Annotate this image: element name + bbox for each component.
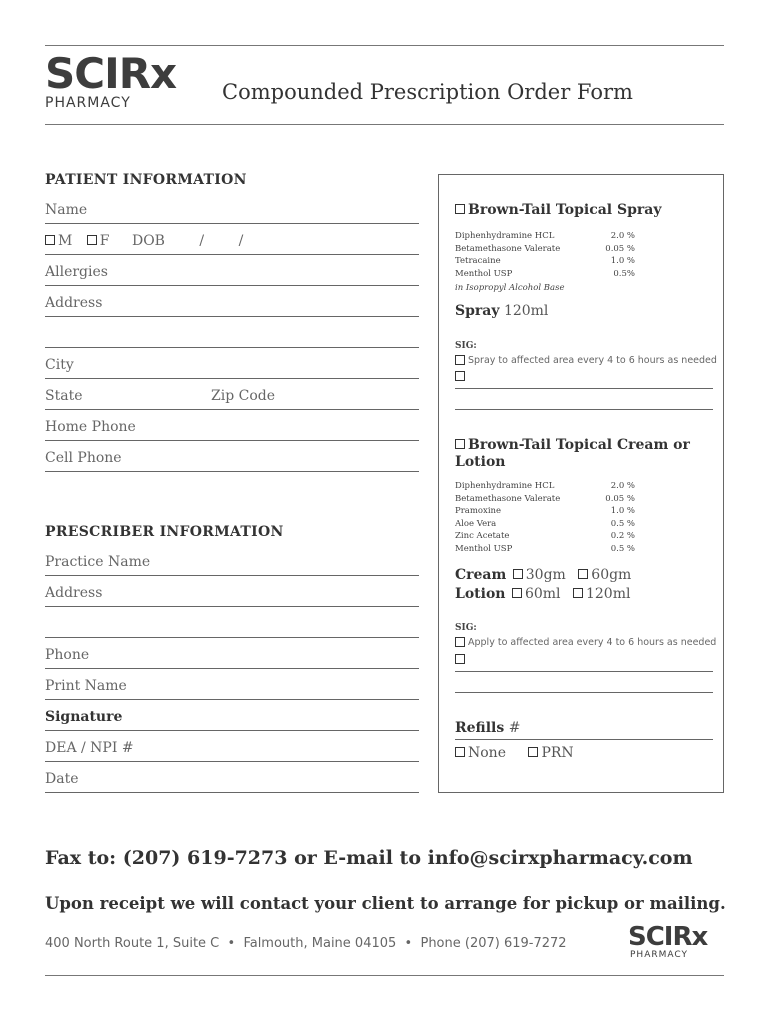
spray-heading <box>455 202 661 218</box>
dob-slash-1: / <box>199 233 205 249</box>
spray-sig-custom <box>455 371 468 382</box>
cream-ingredient-percent: 1.0 % <box>610 506 635 517</box>
receipt-notice: Upon receipt we will contact your client to arrange for pickup or mailing. <box>45 894 726 913</box>
prescriber-address-line2-field[interactable] <box>45 614 419 638</box>
prescriber-phone-field[interactable] <box>45 645 419 669</box>
female-checkbox[interactable] <box>87 235 97 245</box>
print-name-label: Print Name <box>45 678 127 694</box>
cream-heading <box>455 437 690 471</box>
lotion-120ml-label: 120ml <box>585 586 631 602</box>
prescriber-phone-label: Phone <box>45 647 90 663</box>
patient-heading: PATIENT INFORMATION <box>45 172 247 188</box>
date-label: Date <box>45 771 79 787</box>
cream-ingredient-name: Aloe Vera <box>455 518 497 529</box>
practice-name-field[interactable] <box>45 552 419 576</box>
bottom-rule <box>45 975 724 976</box>
spray-ingredient-name: Diphenhydramine HCL <box>455 231 555 241</box>
cream-heading-line2: Lotion <box>455 454 506 470</box>
signature-field[interactable] <box>45 707 419 731</box>
refills-none-label: None <box>468 745 506 761</box>
pharmacy-address: 400 North Route 1, Suite C • Falmouth, Maine 04105 • Phone (207) 619-7272 <box>45 936 567 951</box>
cream-ingredient-percent: 0.2 % <box>610 531 635 542</box>
lotion-label: Lotion <box>455 586 506 602</box>
patient-address-label: Address <box>45 295 103 311</box>
refills-none-checkbox[interactable] <box>455 747 465 757</box>
footer-logo <box>628 924 707 960</box>
home-phone-label: Home Phone <box>45 419 136 435</box>
state-zip-field[interactable] <box>45 386 419 410</box>
refills-hash: # <box>508 720 521 736</box>
logo-wordmark: SCIRx <box>45 49 177 98</box>
dob-label: DOB <box>131 233 165 249</box>
spray-sig-text: Spray to affected area every 4 to 6 hours as needed <box>468 355 717 366</box>
city-label: City <box>45 357 74 373</box>
cream-ingredient-name: Diphenhydramine HCL <box>455 481 555 491</box>
cream-sizes <box>455 567 631 583</box>
spray-size-value: 120ml <box>503 303 549 319</box>
male-label: M <box>58 233 73 249</box>
dob-slash-2: / <box>238 233 244 249</box>
spray-heading-text: Brown-Tail Topical Spray <box>468 202 662 218</box>
practice-name-label: Practice Name <box>45 554 151 570</box>
allergies-label: Allergies <box>45 264 108 280</box>
fax-email-line: Fax to: (207) 619-7273 or E-mail to info@scirxpharmacy.com <box>45 847 693 869</box>
spray-sig-option <box>455 355 717 366</box>
female-label: F <box>99 233 110 249</box>
cream-ingredient-row <box>455 543 635 556</box>
home-phone-field[interactable] <box>45 417 419 441</box>
cream-sig-custom <box>455 654 468 665</box>
state-label: State <box>45 388 83 404</box>
footer-logo-subtitle: PHARMACY <box>630 950 688 960</box>
allergies-field[interactable] <box>45 262 419 286</box>
spray-ingredient-name: Menthol USP <box>455 268 513 279</box>
date-field[interactable] <box>45 769 419 793</box>
print-name-field[interactable] <box>45 676 419 700</box>
dea-npi-field[interactable] <box>45 738 419 762</box>
spray-ingredient-name: Tetracaine <box>455 256 501 267</box>
cream-ingredient-name: Zinc Acetate <box>455 531 510 542</box>
spray-ingredients <box>455 230 635 280</box>
refills-line <box>455 739 713 740</box>
spray-ingredient-row <box>455 268 635 281</box>
cream-ingredient-name: Betamethasone Valerate <box>455 493 561 504</box>
patient-address-field[interactable] <box>45 293 419 317</box>
male-checkbox[interactable] <box>45 235 55 245</box>
zip-label: Zip Code <box>211 388 276 404</box>
top-rule <box>45 45 724 46</box>
spray-ingredient-row <box>455 255 635 268</box>
prescriber-address-label: Address <box>45 585 103 601</box>
cream-sig-checkbox[interactable] <box>455 637 465 647</box>
cream-label: Cream <box>455 567 507 583</box>
lotion-120ml-checkbox[interactable] <box>573 588 583 598</box>
lotion-60ml-label: 60ml <box>524 586 561 602</box>
cream-sig-text: Apply to affected area every 4 to 6 hours as needed <box>468 637 717 648</box>
cream-heading-line1: Brown-Tail Topical Cream or <box>468 437 690 453</box>
cream-ingredient-percent: 0.5 % <box>610 518 635 529</box>
cream-sig-line-1[interactable] <box>455 671 713 672</box>
spray-ingredient-percent: 2.0 % <box>610 231 635 241</box>
lotion-sizes <box>455 586 630 602</box>
patient-sex-dob-field <box>45 231 419 255</box>
refills-options <box>455 745 574 761</box>
patient-name-label: Name <box>45 202 88 218</box>
cream-30gm-checkbox[interactable] <box>513 569 523 579</box>
header-rule <box>45 124 724 125</box>
spray-sig-checkbox[interactable] <box>455 355 465 365</box>
signature-label: Signature <box>45 709 123 725</box>
spray-ingredient-percent: 1.0 % <box>610 256 635 267</box>
spray-checkbox[interactable] <box>455 204 465 214</box>
cream-sig-label: SIG: <box>455 623 477 633</box>
cream-ingredient-row <box>455 530 635 543</box>
cream-ingredient-name: Pramoxine <box>455 506 502 517</box>
spray-sig-line-2[interactable] <box>455 409 713 410</box>
spray-ingredient-row <box>455 243 635 256</box>
cream-ingredient-percent: 0.5 % <box>610 543 635 554</box>
city-field[interactable] <box>45 355 419 379</box>
spray-size <box>455 303 548 319</box>
spray-sig-label: SIG: <box>455 341 477 351</box>
cream-ingredient-percent: 2.0 % <box>610 481 635 491</box>
cream-60gm-checkbox[interactable] <box>578 569 588 579</box>
patient-name-field[interactable] <box>45 200 419 224</box>
spray-ingredient-percent: 0.5% <box>613 268 635 279</box>
header-logo <box>45 49 177 111</box>
spray-ingredient-name: Betamethasone Valerate <box>455 243 561 254</box>
cream-ingredients <box>455 480 635 556</box>
cream-sig-option <box>455 637 716 648</box>
cream-ingredient-row <box>455 493 635 506</box>
prescriber-address-field[interactable] <box>45 583 419 607</box>
cell-phone-field[interactable] <box>45 448 419 472</box>
cream-ingredient-percent: 0.05 % <box>605 493 635 504</box>
patient-address-line2-field[interactable] <box>45 324 419 348</box>
footer-logo-wordmark: SCIRx <box>628 922 708 952</box>
spray-size-label: Spray <box>455 303 500 319</box>
cream-ingredient-name: Menthol USP <box>455 543 513 554</box>
spray-base: in Isopropyl Alcohol Base <box>455 283 565 293</box>
refills-prn-checkbox[interactable] <box>528 747 538 757</box>
refills-label: Refills <box>455 720 505 736</box>
logo-subtitle: PHARMACY <box>45 95 131 111</box>
cream-sig-custom-checkbox[interactable] <box>455 654 465 664</box>
spray-ingredient-percent: 0.05 % <box>605 243 635 254</box>
spray-ingredient-row <box>455 230 635 243</box>
refills-prn-label: PRN <box>541 745 574 761</box>
cream-ingredient-row <box>455 505 635 518</box>
prescriber-heading: PRESCRIBER INFORMATION <box>45 524 284 540</box>
cell-phone-label: Cell Phone <box>45 450 122 466</box>
page-title: Compounded Prescription Order Form <box>222 80 633 104</box>
cream-checkbox[interactable] <box>455 439 465 449</box>
product-panel <box>438 174 724 793</box>
spray-sig-custom-checkbox[interactable] <box>455 371 465 381</box>
cream-ingredient-row <box>455 480 635 493</box>
cream-60gm-label: 60gm <box>591 567 632 583</box>
cream-sig-line-2[interactable] <box>455 692 713 693</box>
refills-row <box>455 720 520 736</box>
cream-ingredient-row <box>455 518 635 531</box>
cream-30gm-label: 30gm <box>525 567 566 583</box>
lotion-60ml-checkbox[interactable] <box>512 588 522 598</box>
dea-npi-label: DEA / NPI # <box>45 740 134 756</box>
spray-sig-line-1[interactable] <box>455 388 713 389</box>
